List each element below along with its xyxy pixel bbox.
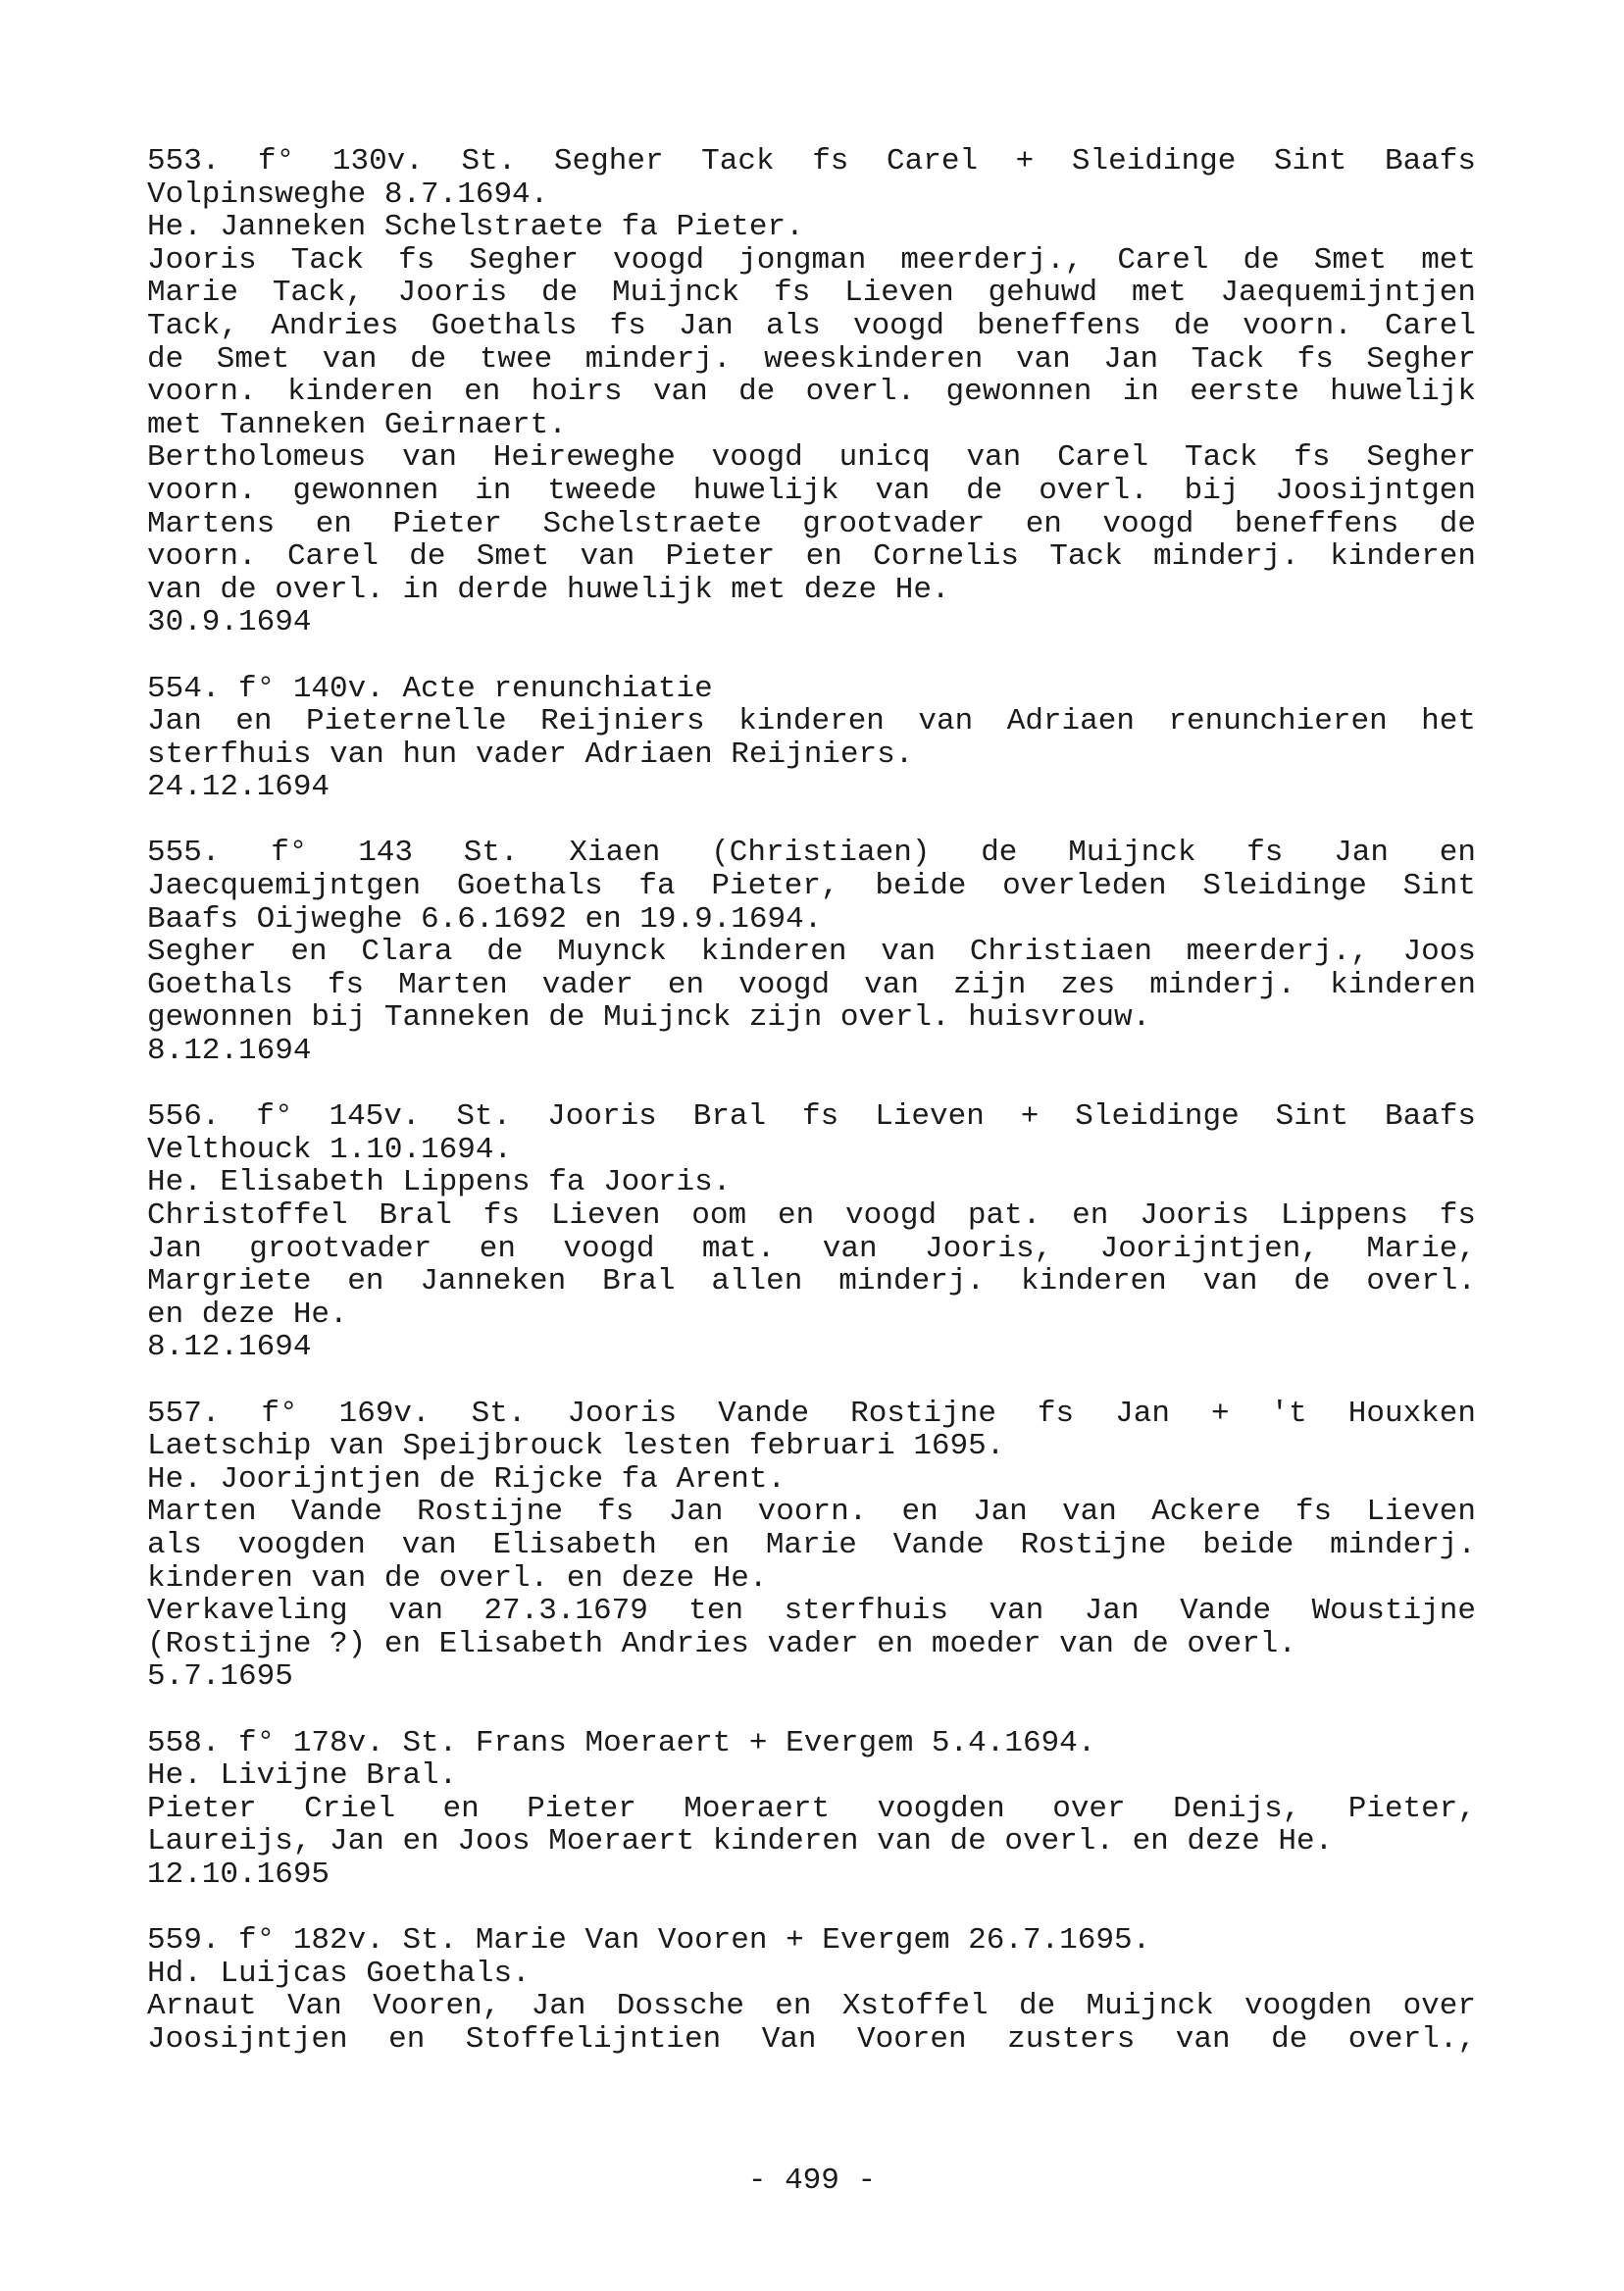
text-line: He. Elisabeth Lippens fa Jooris.	[147, 1165, 732, 1200]
text-line: Jaecquemijntgen Goethals fa Pieter, beide overleden Sleidinge Sint	[147, 869, 1476, 904]
text-line: voorn. gewonnen in tweede huwelijk van de overl. bij Joosijntgen	[147, 473, 1476, 508]
entry-date: 30.9.1694	[147, 605, 312, 640]
text-line: Christoffel Bral fs Lieven oom en voogd pat. en Jooris Lippens fs	[147, 1198, 1476, 1233]
text-line: Martens en Pieter Schelstraete grootvader en voogd beneffens de	[147, 506, 1476, 541]
text-line: (Rostijne ?) en Elisabeth Andries vader en moeder van de overl.	[147, 1626, 1296, 1661]
entry-date: 8.12.1694	[147, 1034, 312, 1069]
text-line: Goethals fs Marten vader en voogd van zijn zes minderj. kinderen	[147, 967, 1476, 1002]
entry-558	[147, 1727, 1476, 1892]
entry-553	[147, 145, 1476, 639]
text-line: kinderen van de overl. en deze He.	[147, 1560, 768, 1596]
entry-date: 24.12.1694	[147, 770, 330, 805]
text-line: Laetschip van Speijbrouck lesten februari 1695.	[147, 1429, 1005, 1464]
entry-557	[147, 1398, 1476, 1694]
entry-559	[147, 1924, 1476, 2056]
text-line: Tack, Andries Goethals fs Jan als voogd beneffens de voorn. Carel	[147, 308, 1476, 343]
text-line: Joosijntjen en Stoffelijntien Van Vooren zusters van de overl.,	[147, 2021, 1476, 2057]
text-line: Marie Tack, Jooris de Muijnck fs Lieven gehuwd met Jaequemijntjen	[147, 276, 1476, 311]
text-line: Velthouck 1.10.1694.	[147, 1132, 513, 1167]
text-line: Bertholomeus van Heireweghe voogd unicq van Carel Tack fs Segher	[147, 440, 1476, 476]
text-line: He. Janneken Schelstraete fa Pieter.	[147, 210, 804, 245]
entry-date: 12.10.1695	[147, 1857, 330, 1892]
text-line: sterfhuis van hun vader Adriaen Reijniers.	[147, 737, 914, 772]
entry-date: 5.7.1695	[147, 1659, 293, 1695]
entry-date: 8.12.1694	[147, 1330, 312, 1365]
text-line: Volpinsweghe 8.7.1694.	[147, 177, 549, 212]
text-line: Jan grootvader en voogd mat. van Jooris, Joorijntjen, Marie,	[147, 1231, 1476, 1266]
text-line: Segher en Clara de Muynck kinderen van Christiaen meerderj., Joos	[147, 935, 1476, 970]
text-line: voorn. kinderen en hoirs van de overl. gewonnen in eerste huwelijk	[147, 375, 1476, 410]
text-line: als voogden van Elisabeth en Marie Vande Rostijne beide minderj.	[147, 1527, 1476, 1562]
text-line: van de overl. in derde huwelijk met deze He.	[147, 572, 950, 607]
text-line: 553. f° 130v. St. Segher Tack fs Carel + Sleidinge Sint Baafs	[147, 144, 1476, 178]
text-line: 555. f° 143 St. Xiaen (Christiaen) de Muijnck fs Jan en	[147, 836, 1476, 871]
text-line: 554. f° 140v. Acte renunchiatie	[147, 671, 713, 706]
text-line: Arnaut Van Vooren, Jan Dossche en Xstoffel de Muijnck voogden over	[147, 1989, 1476, 2024]
text-line: Verkaveling van 27.3.1679 ten sterfhuis van Jan Vande Woustijne	[147, 1594, 1476, 1629]
entry-555	[147, 837, 1476, 1067]
text-line: Baafs Oijweghe 6.6.1692 en 19.9.1694.	[147, 901, 823, 937]
text-line: gewonnen bij Tanneken de Muijnck zijn overl. huisvrouw.	[147, 1000, 1151, 1036]
text-line: He. Joorijntjen de Rijcke fa Arent.	[147, 1461, 787, 1497]
text-line: Margriete en Janneken Bral allen minderj. kinderen van de overl.	[147, 1264, 1476, 1299]
text-line: 559. f° 182v. St. Marie Van Vooren + Evergem 26.7.1695.	[147, 1923, 1151, 1959]
text-line: Jan en Pieternelle Reijniers kinderen van Adriaen renunchieren het	[147, 704, 1476, 739]
text-line: Laureijs, Jan en Joos Moeraert kinderen van de overl. en deze He.	[147, 1824, 1334, 1859]
text-line: voorn. Carel de Smet van Pieter en Cornelis Tack minderj. kinderen	[147, 539, 1476, 575]
page-number: - 499 -	[747, 2164, 877, 2198]
text-line: Jooris Tack fs Segher voogd jongman meerderj., Carel de Smet met	[147, 242, 1476, 278]
text-line: Hd. Luijcas Goethals.	[147, 1956, 531, 1991]
text-line: He. Livijne Bral.	[147, 1758, 458, 1794]
text-line: Marten Vande Rostijne fs Jan voorn. en Jan van Ackere fs Lieven	[147, 1495, 1476, 1530]
text-line: de Smet van de twee minderj. weeskinderen van Jan Tack fs Segher	[147, 341, 1476, 377]
text-line: Pieter Criel en Pieter Moeraert voogden over Denijs, Pieter,	[147, 1791, 1476, 1826]
text-line: 556. f° 145v. St. Jooris Bral fs Lieven + Sleidinge Sint Baafs	[147, 1099, 1476, 1135]
text-line: 557. f° 169v. St. Jooris Vande Rostijne fs Jan + 't Houxken	[147, 1396, 1476, 1431]
entry-554	[147, 673, 1476, 804]
document-page	[147, 145, 1476, 2089]
text-line: 558. f° 178v. St. Frans Moeraert + Evergem 5.4.1694.	[147, 1725, 1096, 1760]
text-line: met Tanneken Geirnaert.	[147, 407, 567, 442]
text-line: en deze He.	[147, 1297, 348, 1332]
entry-556	[147, 1100, 1476, 1364]
